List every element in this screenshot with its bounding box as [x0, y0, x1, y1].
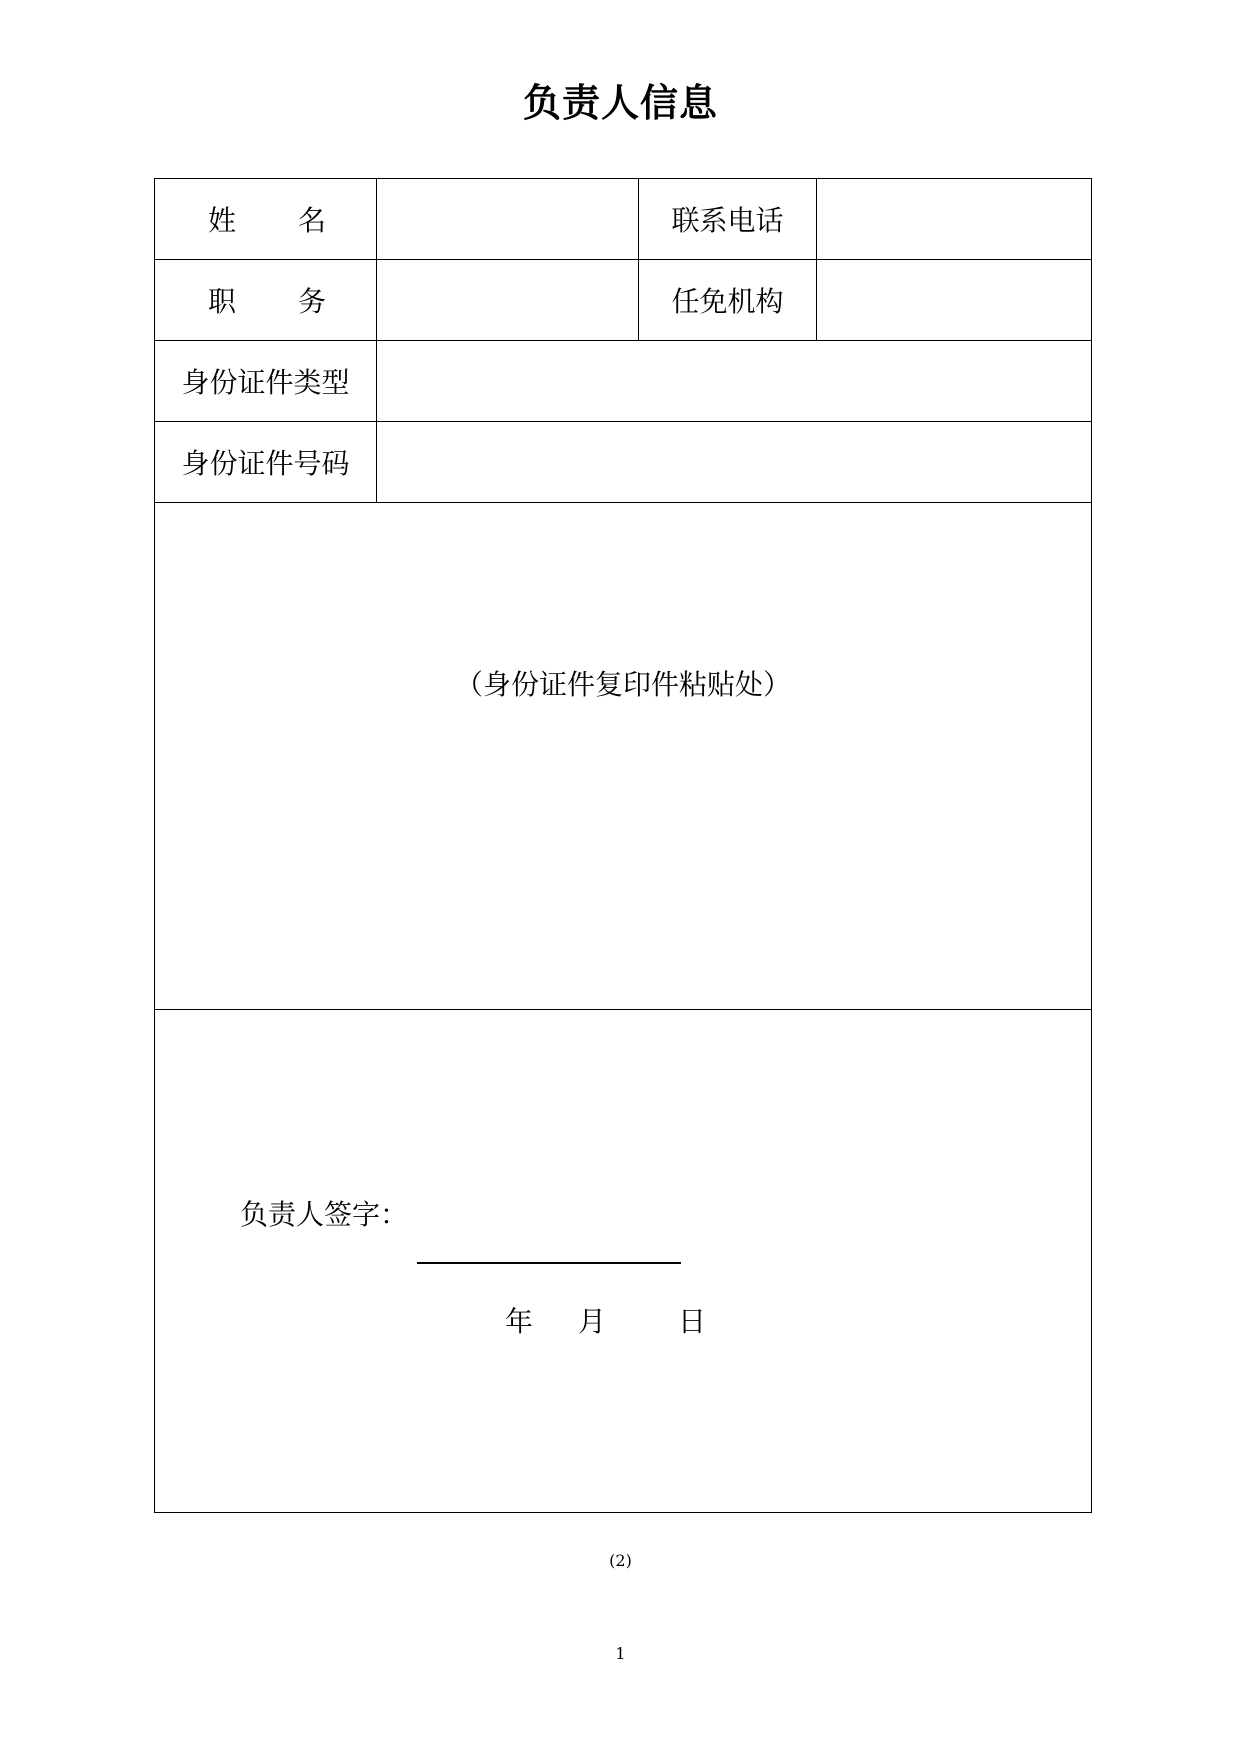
table-row [155, 422, 1092, 503]
table-row [155, 503, 1092, 1010]
appointing-org-field[interactable] [817, 260, 1092, 341]
signature-date [505, 1300, 706, 1340]
name-field[interactable] [377, 179, 639, 260]
phone-field[interactable] [817, 179, 1092, 260]
name-label-char-2: 名 [297, 204, 326, 237]
signature-label: 负责人签字： [240, 1198, 409, 1231]
id-number-label: 身份证件号码 [155, 422, 377, 503]
date-day-label: 日 [678, 1305, 707, 1338]
phone-label: 联系电话 [639, 179, 817, 260]
id-number-field[interactable] [377, 422, 1092, 503]
table-row [155, 1010, 1092, 1513]
date-year-label: 年 [505, 1305, 534, 1338]
name-label-char-1: 姓 [208, 204, 237, 237]
section-number: (2) [609, 1551, 632, 1570]
position-label-cell [155, 260, 377, 341]
info-form-table [154, 178, 1092, 1513]
paste-area-text: （身份证件复印件粘贴处） [454, 668, 791, 701]
signature-area [155, 1010, 1092, 1513]
id-type-label: 身份证件类型 [155, 341, 377, 422]
position-field[interactable] [377, 260, 639, 341]
table-row [155, 260, 1092, 341]
table-row [155, 179, 1092, 260]
appointing-org-label: 任免机构 [639, 260, 817, 341]
page-number: 1 [615, 1644, 626, 1663]
position-label-char-2: 务 [297, 285, 326, 318]
date-month-label: 月 [578, 1305, 607, 1338]
name-label-cell [155, 179, 377, 260]
id-type-field[interactable] [377, 341, 1092, 422]
signature-line[interactable] [417, 1262, 681, 1264]
table-row [155, 341, 1092, 422]
position-label-char-1: 职 [208, 285, 237, 318]
page-title: 负责人信息 [522, 81, 718, 125]
id-copy-paste-area [155, 503, 1092, 1010]
